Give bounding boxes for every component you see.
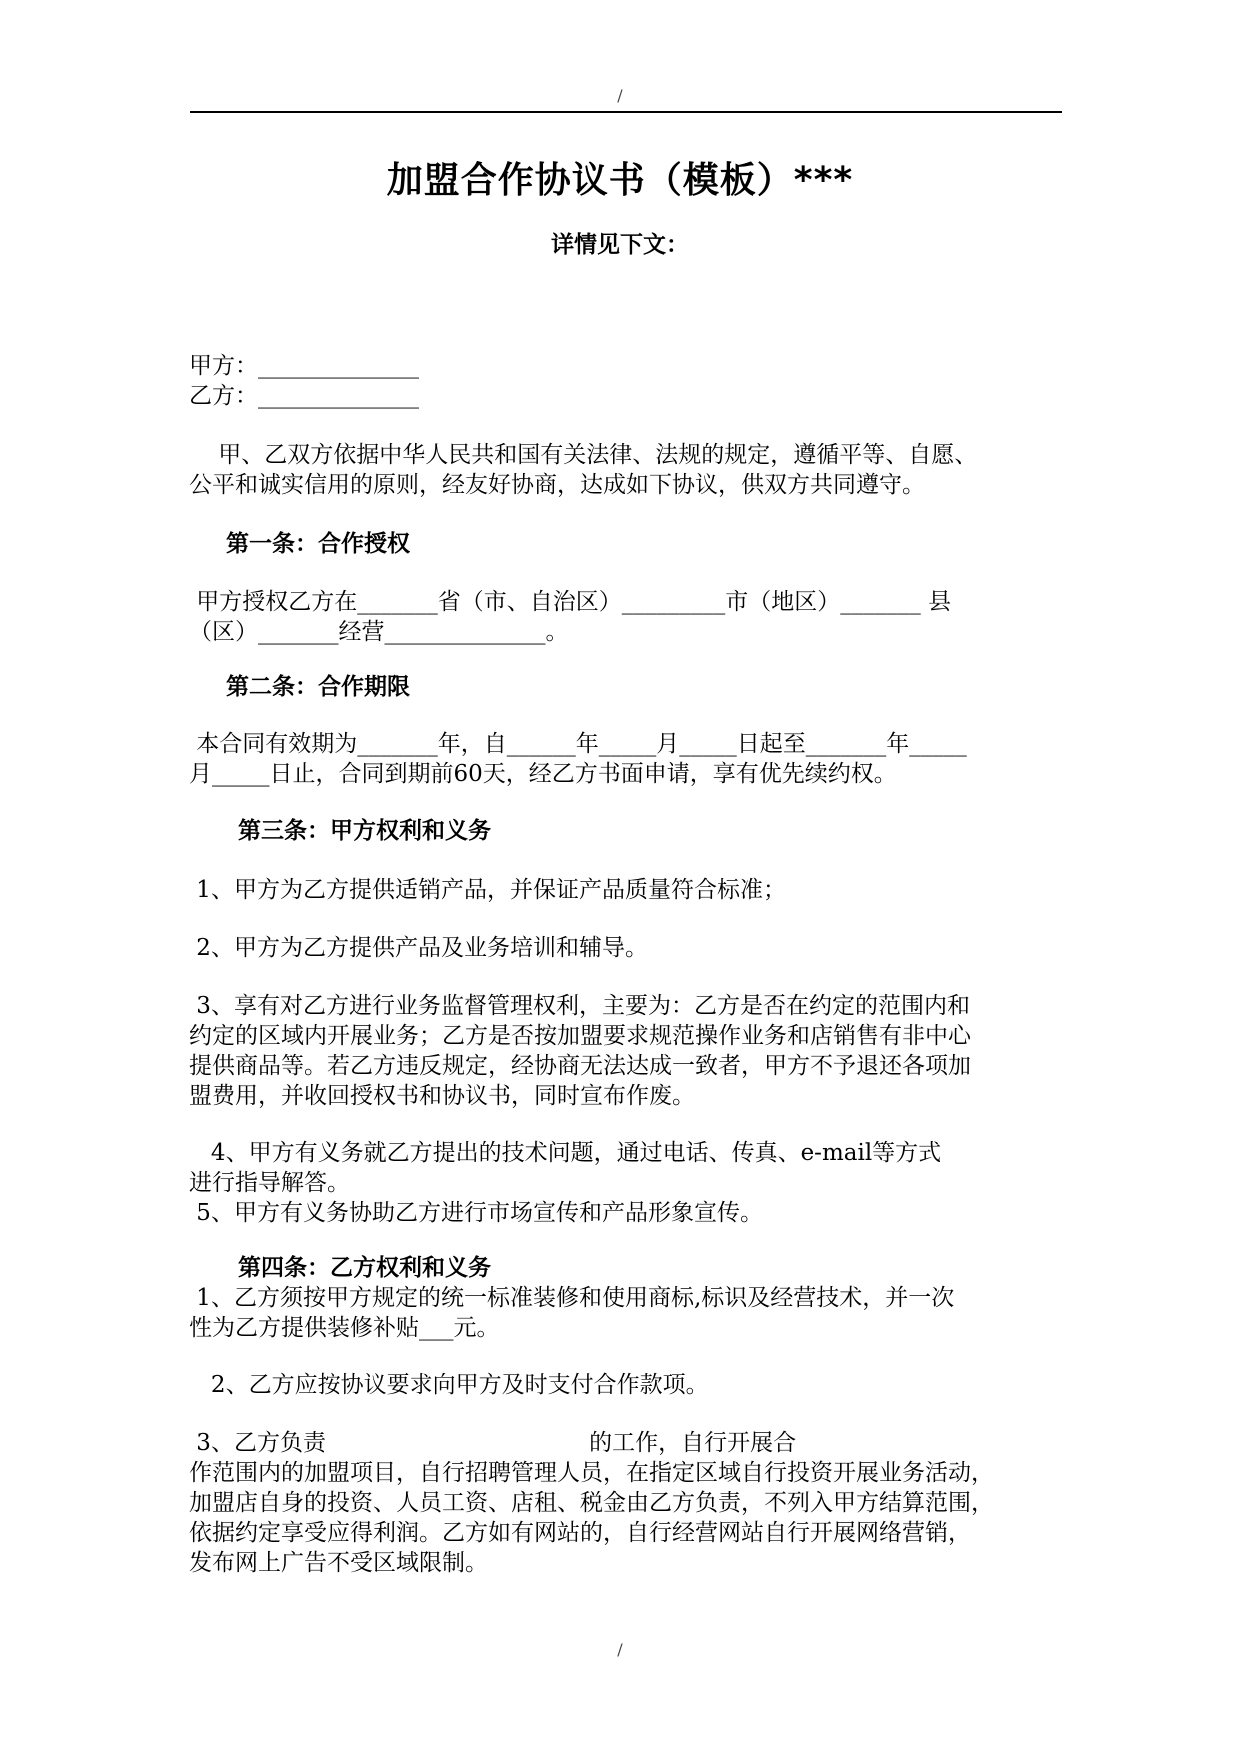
- article4-item1-line-1: 1、乙方须按甲方规定的统一标准装修和使用商标,标识及经营技术，并一次: [189, 1285, 955, 1311]
- article4-item3-line-5: 发布网上广告不受区域限制。: [189, 1550, 488, 1576]
- article4-item2: 2、乙方应按协议要求向甲方及时支付合作款项。: [189, 1372, 709, 1398]
- article3-item1: 1、甲方为乙方提供适销产品，并保证产品质量符合标准；: [189, 877, 786, 903]
- article3-item4-line-1: 4、甲方有义务就乙方提出的技术问题，通过电话、传真、e-mail等方式: [189, 1140, 942, 1166]
- article3-item3-line-4: 盟费用，并收回授权书和协议书，同时宣布作废。: [189, 1083, 695, 1109]
- article3-item3-line-3: 提供商品等。若乙方违反规定，经协商无法达成一致者，甲方不予退还各项加: [189, 1053, 971, 1079]
- header-mark: /: [617, 86, 623, 105]
- article4-heading: 第四条：乙方权利和义务: [238, 1255, 491, 1281]
- article4-item1-line-2: 性为乙方提供装修补贴___元。: [189, 1315, 500, 1341]
- article2-heading: 第二条：合作期限: [226, 674, 410, 700]
- preamble-line-2: 公平和诚实信用的原则，经友好协商，达成如下协议，供双方共同遵守。: [189, 472, 925, 498]
- preamble-line-1: 甲、乙双方依据中华人民共和国有关法律、法规的规定，遵循平等、自愿、: [189, 442, 978, 468]
- article3-item3-line-1: 3、享有对乙方进行业务监督管理权利，主要为：乙方是否在约定的范围内和: [189, 993, 970, 1019]
- article4-item3-line-1: 3、乙方负责 的工作，自行开展合: [189, 1430, 797, 1456]
- header-rule: [190, 111, 1062, 113]
- article1-line-1: 甲方授权乙方在_______省（市、自治区）_________市（地区）_______ 县: [189, 589, 952, 615]
- footer-mark: /: [617, 1640, 623, 1659]
- article4-item3-line-4: 依据约定享受应得利润。乙方如有网站的，自行经营网站自行开展网络营销，: [189, 1520, 971, 1546]
- article1-heading: 第一条：合作授权: [226, 531, 410, 557]
- article4-item3-line-2: 作范围内的加盟项目，自行招聘管理人员，在指定区域自行投资开展业务活动，: [189, 1460, 994, 1486]
- party-b-line: 乙方：______________: [189, 383, 419, 409]
- article3-item5: 5、甲方有义务协助乙方进行市场宣传和产品形象宣传。: [189, 1200, 763, 1226]
- party-a-line: 甲方：______________: [189, 353, 419, 379]
- article3-item2: 2、甲方为乙方提供产品及业务培训和辅导。: [189, 935, 648, 961]
- document-subtitle: 详情见下文：: [551, 232, 689, 258]
- article3-item4-line-2: 进行指导解答。: [189, 1170, 350, 1196]
- article2-line-1: 本合同有效期为_______年，自______年_____月_____日起至_______年_____: [189, 731, 967, 757]
- article1-line-2: （区）_______经营______________。: [189, 619, 569, 645]
- article3-heading: 第三条：甲方权利和义务: [238, 818, 491, 844]
- article3-item3-line-2: 约定的区域内开展业务；乙方是否按加盟要求规范操作业务和店销售有非中心: [189, 1023, 971, 1049]
- article2-line-2: 月_____日止，合同到期前60天，经乙方书面申请，享有优先续约权。: [189, 761, 897, 787]
- document-title: 加盟合作协议书（模板）***: [386, 160, 854, 201]
- article4-item3-line-3: 加盟店自身的投资、人员工资、店租、税金由乙方负责，不列入甲方结算范围，: [189, 1490, 994, 1516]
